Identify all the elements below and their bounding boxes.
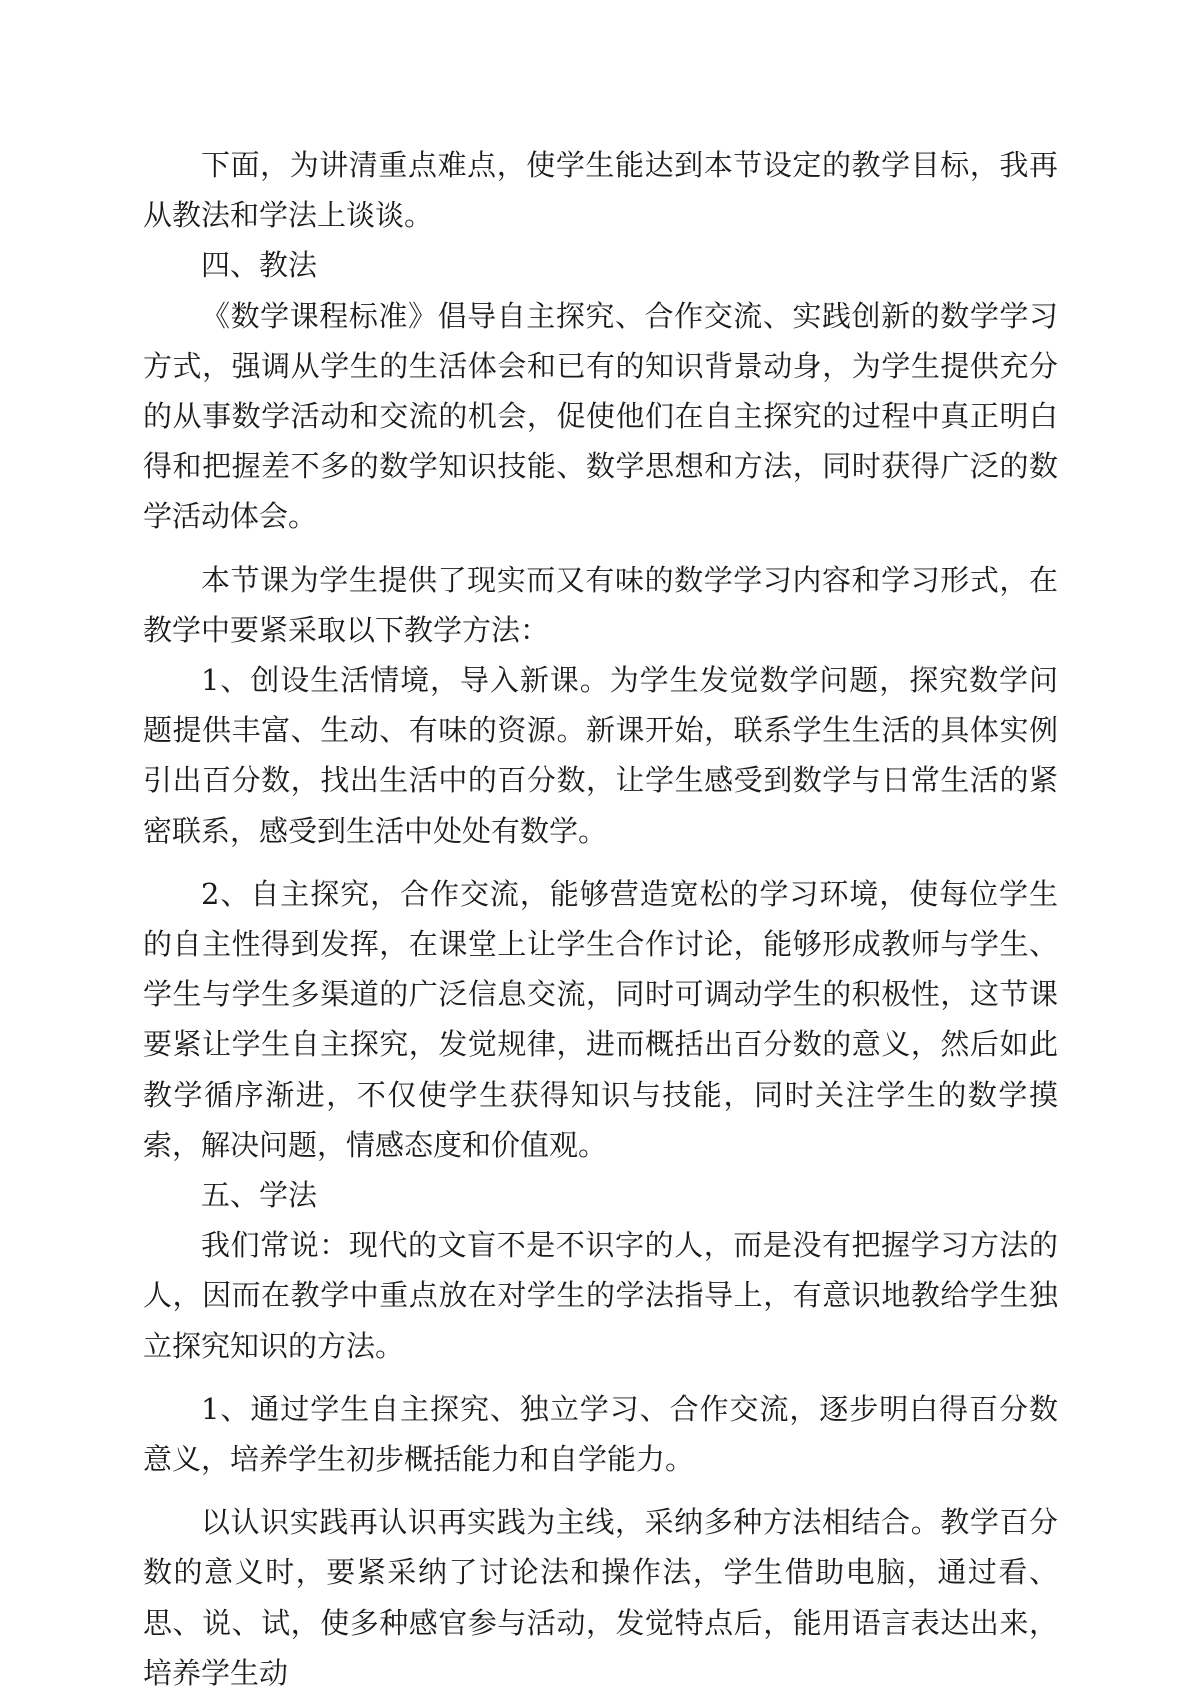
heading-learning-method: 五、学法 (201, 1178, 318, 1213)
document-body (143, 140, 1058, 1698)
paragraph-method-2: 2、自主探究，合作交流，能够营造宽松的学习环境，使每位学生的自主性得到发挥，在课堂上让学生合作讨论，能够形成教师与学生、学生与学生多渠道的广泛信息交流，同时可调动学生的积极性，这节课要紧让学生自主探究，发觉规律，进而概括出百分数的意义，然后如此教学循序渐进，不仅使学生获得知识与技能，同时关注学生的数学摸索，解决问题，情感态度和价值观。 (143, 876, 1058, 1162)
paragraph-learning-intro: 我们常说：现代的文盲不是不识字的人，而是没有把握学习方法的人，因而在教学中重点放在对学生的学法指导上，有意识地教给学生独立探究知识的方法。 (143, 1228, 1058, 1363)
heading-teaching-method: 四、教法 (201, 248, 318, 283)
paragraph-learning-1: 1、通过学生自主探究、独立学习、合作交流，逐步明白得百分数意义，培养学生初步概括能力和自学能力。 (143, 1391, 1058, 1477)
paragraph-curriculum-standard: 《数学课程标准》倡导自主探究、合作交流、实践创新的数学学习方式，强调从学生的生活体会和已有的知识背景动身，为学生提供充分的从事数学活动和交流的机会，促使他们在自主探究的过程中真正明白得和把握差不多的数学知识技能、数学思想和方法，同时获得广泛的数学活动体会。 (143, 298, 1058, 534)
paragraph-learning-practice: 以认识实践再认识再实践为主线，采纳多种方法相结合。教学百分数的意义时，要紧采纳了讨论法和操作法，学生借助电脑，通过看、思、说、试，使多种感官参与活动，发觉特点后，能用语言表达出来，培养学生动 (143, 1505, 1058, 1690)
paragraph-intro: 下面，为讲清重点难点，使学生能达到本节设定的教学目标，我再从教法和学法上谈谈。 (143, 148, 1058, 233)
paragraph-lesson-methods: 本节课为学生提供了现实而又有味的数学学习内容和学习形式，在教学中要紧采取以下教学方法： (143, 562, 1058, 647)
paragraph-method-1: 1、创设生活情境，导入新课。为学生发觉数学问题，探究数学问题提供丰富、生动、有味的资源。新课开始，联系学生生活的具体实例引出百分数，找出生活中的百分数，让学生感受到数学与日常生活的紧密联系，感受到生活中处处有数学。 (143, 663, 1058, 848)
